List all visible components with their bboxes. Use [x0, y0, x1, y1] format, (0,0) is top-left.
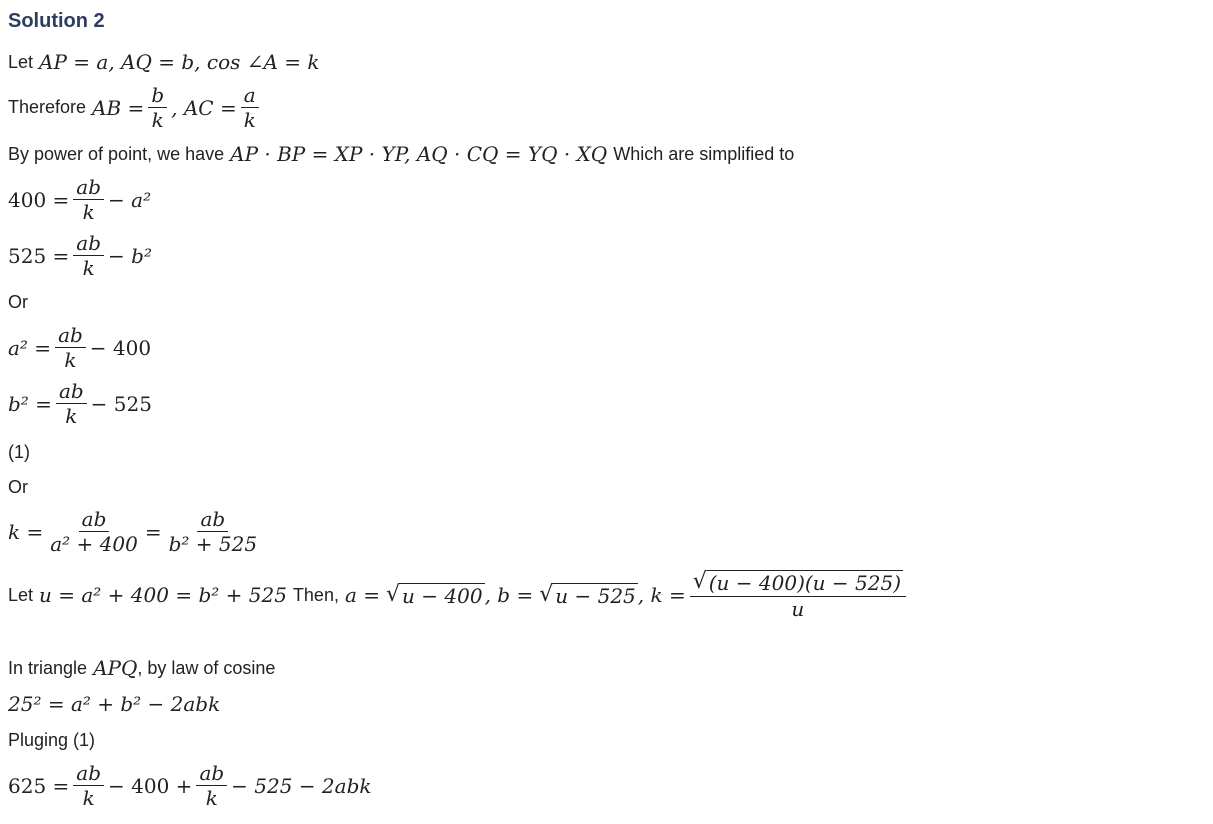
equation-label-1: (1): [8, 442, 30, 462]
fraction-denominator: k: [82, 786, 95, 810]
fraction-denominator: k: [243, 108, 256, 132]
fraction-denominator: k: [64, 348, 77, 372]
fraction-ab-over-a2-plus-400: [47, 508, 141, 555]
power-of-point-math: AP · BP = XP · YP, AQ · CQ = YQ · XQ: [230, 142, 608, 166]
equation-k: [8, 508, 264, 555]
sqrt-u-minus-400: [386, 583, 485, 608]
equation-rhs: − a²: [108, 187, 152, 212]
equation-lhs: b² =: [8, 391, 52, 416]
fraction-ab-over-k: [73, 176, 104, 223]
fraction-ab-over-b2-plus-525: [166, 508, 260, 555]
fraction-ab-over-k: [56, 380, 87, 427]
or-text-2: Or: [8, 477, 28, 497]
equation-lhs: a² =: [8, 335, 52, 360]
radical-sign: √: [539, 581, 554, 607]
equation-rhs: − 525: [90, 391, 152, 416]
fraction-numerator: [690, 570, 906, 597]
fraction-denominator: a² + 400: [50, 532, 138, 556]
equation-rhs: − 525 − 2abk: [231, 773, 372, 798]
equation-rhs: − 400: [89, 335, 152, 360]
fraction-ab-over-k: [73, 762, 104, 809]
fraction-denominator: k: [65, 404, 78, 428]
radicand: u − 525: [555, 583, 636, 608]
fraction-denominator: k: [82, 256, 95, 280]
in-triangle-text: In triangle: [8, 657, 88, 678]
fraction-a-over-k: [241, 84, 259, 131]
equation-625: [8, 762, 372, 809]
therefore-text: Therefore: [8, 97, 87, 117]
equation-lhs: 400 =: [8, 187, 70, 212]
definitions-line: [8, 50, 320, 74]
fraction-numerator: ab: [73, 762, 104, 786]
equation-lhs: 525 =: [8, 243, 70, 268]
middle-terms: − 400 +: [108, 773, 193, 798]
fraction-denominator: u: [791, 597, 805, 621]
sqrt-u-minus-525: [539, 583, 638, 608]
law-of-cosine-text: , by law of cosine: [137, 657, 276, 678]
pluging-text: Pluging (1): [8, 730, 96, 750]
fraction-numerator: ab: [196, 762, 227, 786]
radical-sign: √: [386, 581, 401, 607]
definitions-math: AP = a, AQ = b, cos ∠A = k: [39, 50, 320, 74]
fraction-k-expression: [690, 570, 906, 620]
equation-rhs: − b²: [108, 243, 152, 268]
equation-lhs: k =: [8, 519, 44, 544]
let-text: Let: [8, 51, 34, 72]
radical-sign: √: [692, 569, 707, 594]
a-equals: a =: [344, 583, 380, 607]
ab-lhs: AB =: [92, 95, 145, 120]
fraction-ab-over-k: [196, 762, 227, 809]
ac-lhs: , AC =: [171, 95, 237, 120]
fraction-ab-over-k: [73, 232, 104, 279]
fraction-numerator: ab: [197, 508, 228, 532]
then-text: Then,: [292, 584, 339, 605]
b-equals: , b =: [484, 583, 534, 607]
solution-heading: Solution 2: [8, 10, 105, 32]
equation-a-squared: [8, 324, 151, 371]
equation-525: [8, 232, 152, 279]
fraction-denominator: k: [82, 200, 95, 224]
fraction-numerator: ab: [73, 176, 104, 200]
fraction-numerator: a: [241, 84, 259, 108]
fraction-numerator: ab: [56, 380, 87, 404]
fraction-numerator: ab: [79, 508, 110, 532]
law-of-cosine-equation: 25² = a² + b² − 2abk: [8, 692, 221, 716]
let-text: Let: [8, 584, 34, 605]
equals-sign: =: [144, 519, 162, 544]
therefore-line: [8, 84, 263, 131]
fraction-b-over-k: [148, 84, 167, 131]
fraction-numerator: ab: [55, 324, 86, 348]
radicand: (u − 400)(u − 525): [708, 571, 902, 595]
fraction-ab-over-k: [55, 324, 86, 371]
fraction-numerator: ab: [73, 232, 104, 256]
k-equals: , k =: [637, 583, 686, 607]
equation-lhs: 625 =: [8, 773, 70, 798]
radicand: u − 400: [402, 583, 483, 608]
fraction-denominator: b² + 525: [168, 532, 258, 556]
fraction-numerator: b: [148, 84, 167, 108]
or-text-1: Or: [8, 292, 28, 312]
u-definition-math: u = a² + 400 = b² + 525: [39, 583, 287, 607]
substitution-u-line: [8, 570, 910, 620]
fraction-denominator: k: [205, 786, 218, 810]
equation-400: [8, 176, 151, 223]
equation-b-squared: [8, 380, 152, 427]
sqrt-product: [693, 570, 903, 595]
triangle-name: APQ: [93, 656, 138, 680]
power-of-point-text: By power of point, we have: [8, 143, 225, 164]
triangle-line: [8, 656, 275, 680]
power-of-point-line: [8, 142, 794, 166]
fraction-denominator: k: [151, 108, 164, 132]
simplified-text: Which are simplified to: [613, 143, 795, 164]
